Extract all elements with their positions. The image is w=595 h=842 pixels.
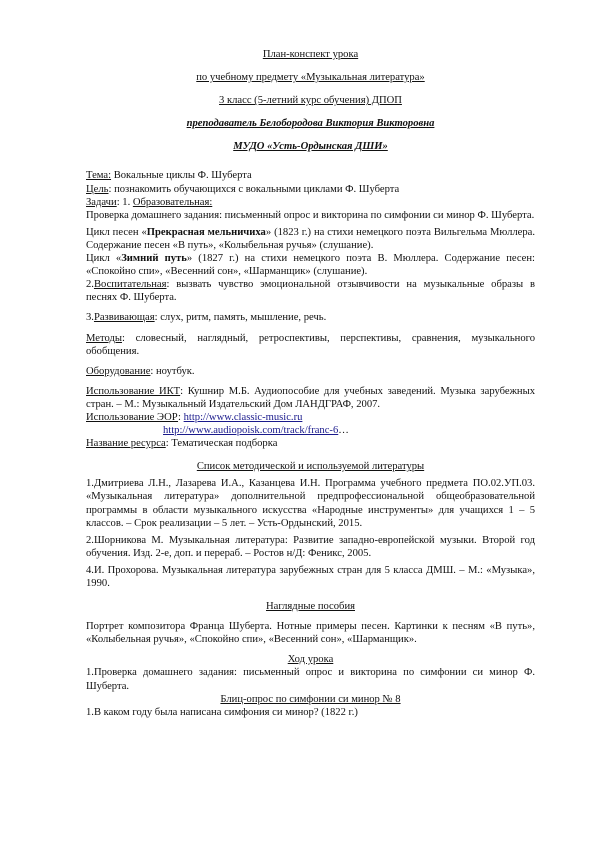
educational-num: 2. [86, 279, 94, 291]
resource-line [86, 437, 535, 450]
blitz-question-1: 1.В каком году была написана симфония си минор? (1822 г.) [86, 706, 358, 718]
ict-text: : Кушнир М.Б. Аудиопособие для учебных заведений. Музыка зарубежных стран. – М.: Музыкальный Издательский Дом ЛАНДГРАФ, 2007. [86, 385, 535, 410]
header-title: План-конспект урока [262, 49, 359, 60]
header-school: МУДО «Усть-Ордынская ДШИ» [233, 141, 388, 153]
literature-item-2: 2.Шорникова М. Музыкальная литература: Развитие западно-европейской музыки. Второй год обучения. Изд. 2-е, доп. и перераб. – Ростов н/Д: Феникс, 2005. [86, 534, 535, 559]
equipment-line [86, 365, 535, 378]
goal-line [86, 183, 535, 196]
tasks-line [86, 196, 535, 209]
educational-text: : вызвать чувство эмоциональной отзывчивости на музыкальные образы в песнях Ф. Шуберта. [86, 279, 535, 304]
methods-label: Методы [86, 332, 122, 344]
methods-line [86, 332, 535, 358]
document-header [86, 48, 535, 153]
tasks-cycle-2 [86, 252, 535, 278]
tasks-label: Задачи [86, 196, 117, 208]
tasks-developing [86, 311, 535, 324]
educational-label: Воспитательная [93, 279, 167, 291]
developing-num: 3. [86, 312, 94, 324]
eor-link-1[interactable]: http://www.classic-music.ru [183, 411, 303, 423]
tasks-cycle-1 [86, 226, 535, 252]
cycle-1-prefix: Цикл песен « [86, 226, 147, 238]
cycle-2-rest: » (1827 г.) на стихи немецкого поэта В. Мюллера. Содержание песен: «Спокойно спи», «Весенний сон», «Шарманщик» (слушание). [86, 253, 536, 278]
cycle-1-rest: » (1823 г.) на стихи немецкого поэта Вильгельма Мюллера. Содержание песен «В путь», «Колыбельная ручья» (слушание). [86, 226, 535, 251]
literature-heading: Список методической и используемой литературы [196, 461, 425, 473]
goal-label: Цель [86, 183, 109, 195]
blitz-heading: Блиц-опрос по симфонии си минор № 8 [220, 693, 401, 705]
header-subject: по учебному предмету «Музыкальная литература» [196, 72, 425, 84]
cycle-1-title: Прекрасная мельничиха [146, 226, 266, 238]
cycle-2-prefix: Цикл « [86, 253, 122, 265]
visual-aids-text: Портрет композитора Франца Шуберта. Нотные примеры песен. Картинки к песням «В путь», «Колыбельная ручья», «Спокойно спи», «Весенний сон», «Шарманщик». [86, 621, 535, 646]
lesson-heading: Ход урока [287, 654, 334, 666]
header-class: 3 класс (5-летний курс обучения) ДПОП [219, 95, 402, 107]
eor-colon: : [178, 411, 184, 423]
tasks-sub-label: Образовательная: [132, 196, 213, 208]
lesson-step-1: 1.Проверка домашнего задания: письменный опрос и викторина по симфонии си минор Ф. Шуберта. [86, 667, 535, 692]
tasks-homework: Проверка домашнего задания: письменный опрос и викторина по симфонии си минор Ф. Шуберта. [86, 209, 535, 221]
developing-text: : слух, ритм, память, мышление, речь. [154, 312, 327, 324]
eor-line-2 [86, 424, 535, 437]
eor-line [86, 411, 535, 424]
header-teacher: преподаватель Белобородова Виктория Викторовна [186, 118, 435, 130]
literature-item-3: 4.И. Прохорова. Музыкальная литература зарубежных стран для 5 класса ДМШ. – М.: «Музыка», 1990. [86, 564, 535, 589]
topic-line [86, 169, 535, 182]
developing-label: Развивающая [93, 312, 155, 324]
cycle-2-title: Зимний путь [121, 253, 187, 265]
tasks-after: : 1. [116, 196, 133, 208]
eor-label: Использование ЭОР [86, 411, 179, 423]
visual-aids-heading: Наглядные пособия [265, 601, 355, 613]
goal-text: : познакомить обучающихся с вокальными циклами Ф. Шуберта [108, 183, 400, 195]
topic-text: Вокальные циклы Ф. Шуберта [111, 170, 252, 182]
eor-ellipsis: … [338, 425, 349, 437]
methods-text: : словесный, наглядный, ретроспективы, перспективы, сравнения, музыкального обобщения. [86, 332, 535, 357]
tasks-educational [86, 278, 535, 304]
ict-line [86, 385, 535, 411]
resource-label: Название ресурса [86, 438, 166, 450]
resource-text: : Тематическая подборка [165, 438, 278, 450]
eor-link-2[interactable]: http://www.audiopoisk.com/track/franc-6 [163, 425, 339, 437]
literature-item-1: 1.Дмитриева Л.Н., Лазарева И.А., Казанцева И.Н. Программа учебного предмета ПО.02.УП.03. «Музыкальная литература» дополнительной предпрофессиональной общеобразовательной программы в области музыкального искусства «Народные инструменты» для учащихся 1 – 5 классов. – Срок реализации – 5 лет. – Усть-Ордынский, 2015. [86, 478, 535, 529]
topic-label: Тема: [86, 170, 112, 182]
equipment-label: Оборудование [86, 365, 151, 377]
ict-label: Использование ИКТ [86, 385, 181, 397]
equipment-text: : ноутбук. [150, 365, 195, 377]
